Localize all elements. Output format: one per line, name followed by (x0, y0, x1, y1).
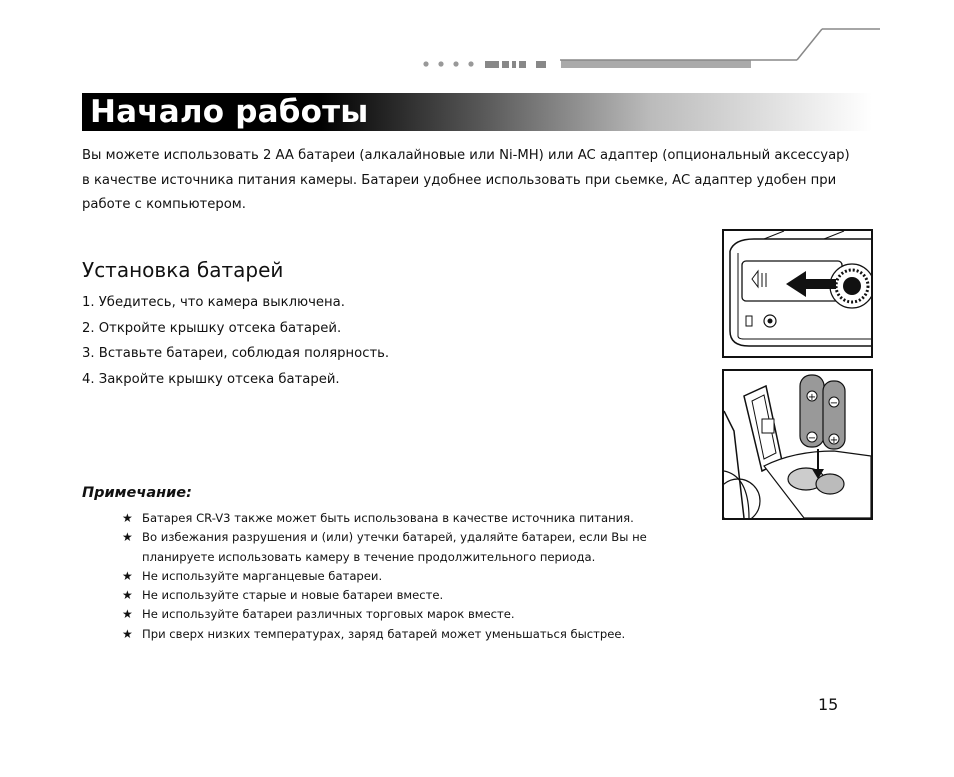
note-item (122, 567, 647, 586)
deco-dot (423, 61, 428, 66)
page-title: Начало работы (90, 94, 369, 130)
star-icon: ★ (122, 530, 133, 545)
intro-line: в качестве источника питания камеры. Батареи удобнее использовать при сьемке, AC адаптер удобен при (82, 172, 837, 188)
note-item (122, 509, 647, 528)
step-item: 3. Вставьте батареи, соблюдая полярность. (82, 346, 390, 361)
note-title: Примечание: (82, 485, 192, 501)
steps-list (82, 290, 389, 392)
deco-block (485, 61, 499, 68)
deco-block (519, 61, 526, 68)
note-item (122, 625, 647, 644)
deco-dot (438, 61, 443, 66)
note-text: планируете использовать камеру в течение продолжительного периода. (142, 549, 596, 564)
step-item: 2. Откройте крышку отсека батарей. (82, 320, 342, 336)
note-text: Не используйте марганцевые батареи. (142, 568, 383, 583)
note-text: При сверх низких температурах, заряд батарей может уменьшаться быстрее. (142, 626, 626, 641)
step-item: 4. Закройте крышку отсека батарей. (82, 371, 340, 387)
star-icon: ★ (122, 626, 133, 641)
battery-insert-illustration (722, 369, 873, 520)
note-text: Не используйте старые и новые батареи вместе. (142, 588, 444, 603)
deco-dot (453, 61, 458, 66)
note-item (122, 528, 647, 547)
deco-line (797, 29, 822, 60)
note-text: Не используйте батареи различных торговых марок вместе. (142, 607, 515, 622)
intro-line: Вы можете использовать 2 AA батареи (алкалайновые или Ni-MH) или AC адаптер (опциональный аксессуар) (82, 148, 850, 163)
intro-paragraph (82, 144, 882, 218)
deco-block (512, 61, 516, 68)
intro-line: работе с компьютером. (82, 197, 246, 212)
star-icon: ★ (122, 588, 133, 603)
header-decoration (0, 0, 954, 80)
note-item (122, 548, 647, 567)
page-number: 15 (818, 695, 839, 714)
deco-bar (561, 60, 751, 68)
deco-block (502, 61, 509, 68)
battery-insert-drawing (724, 371, 871, 518)
note-text: Во избежания разрушения и (или) утечки батарей, удаляйте батареи, если Вы не (142, 530, 647, 545)
notes-list (122, 509, 647, 644)
deco-dot (468, 61, 473, 66)
star-icon: ★ (122, 568, 133, 583)
note-item (122, 605, 647, 624)
star-icon: ★ (122, 607, 133, 622)
step-item: 1. Убедитесь, что камера выключена. (82, 295, 345, 310)
battery-plus-label: + (829, 435, 839, 446)
deco-block (536, 61, 546, 68)
battery-minus-label: − (829, 398, 839, 409)
battery-minus-label: − (807, 433, 817, 444)
camera-bottom-drawing (724, 231, 871, 356)
star-icon: ★ (122, 511, 133, 525)
camera-battery-door-illustration (722, 229, 873, 358)
note-text: Батарея CR-V3 также может быть использована в качестве источника питания. (142, 511, 634, 525)
note-item (122, 586, 647, 605)
section-title: Установка батарей (82, 258, 284, 282)
battery-plus-label: + (807, 392, 817, 403)
